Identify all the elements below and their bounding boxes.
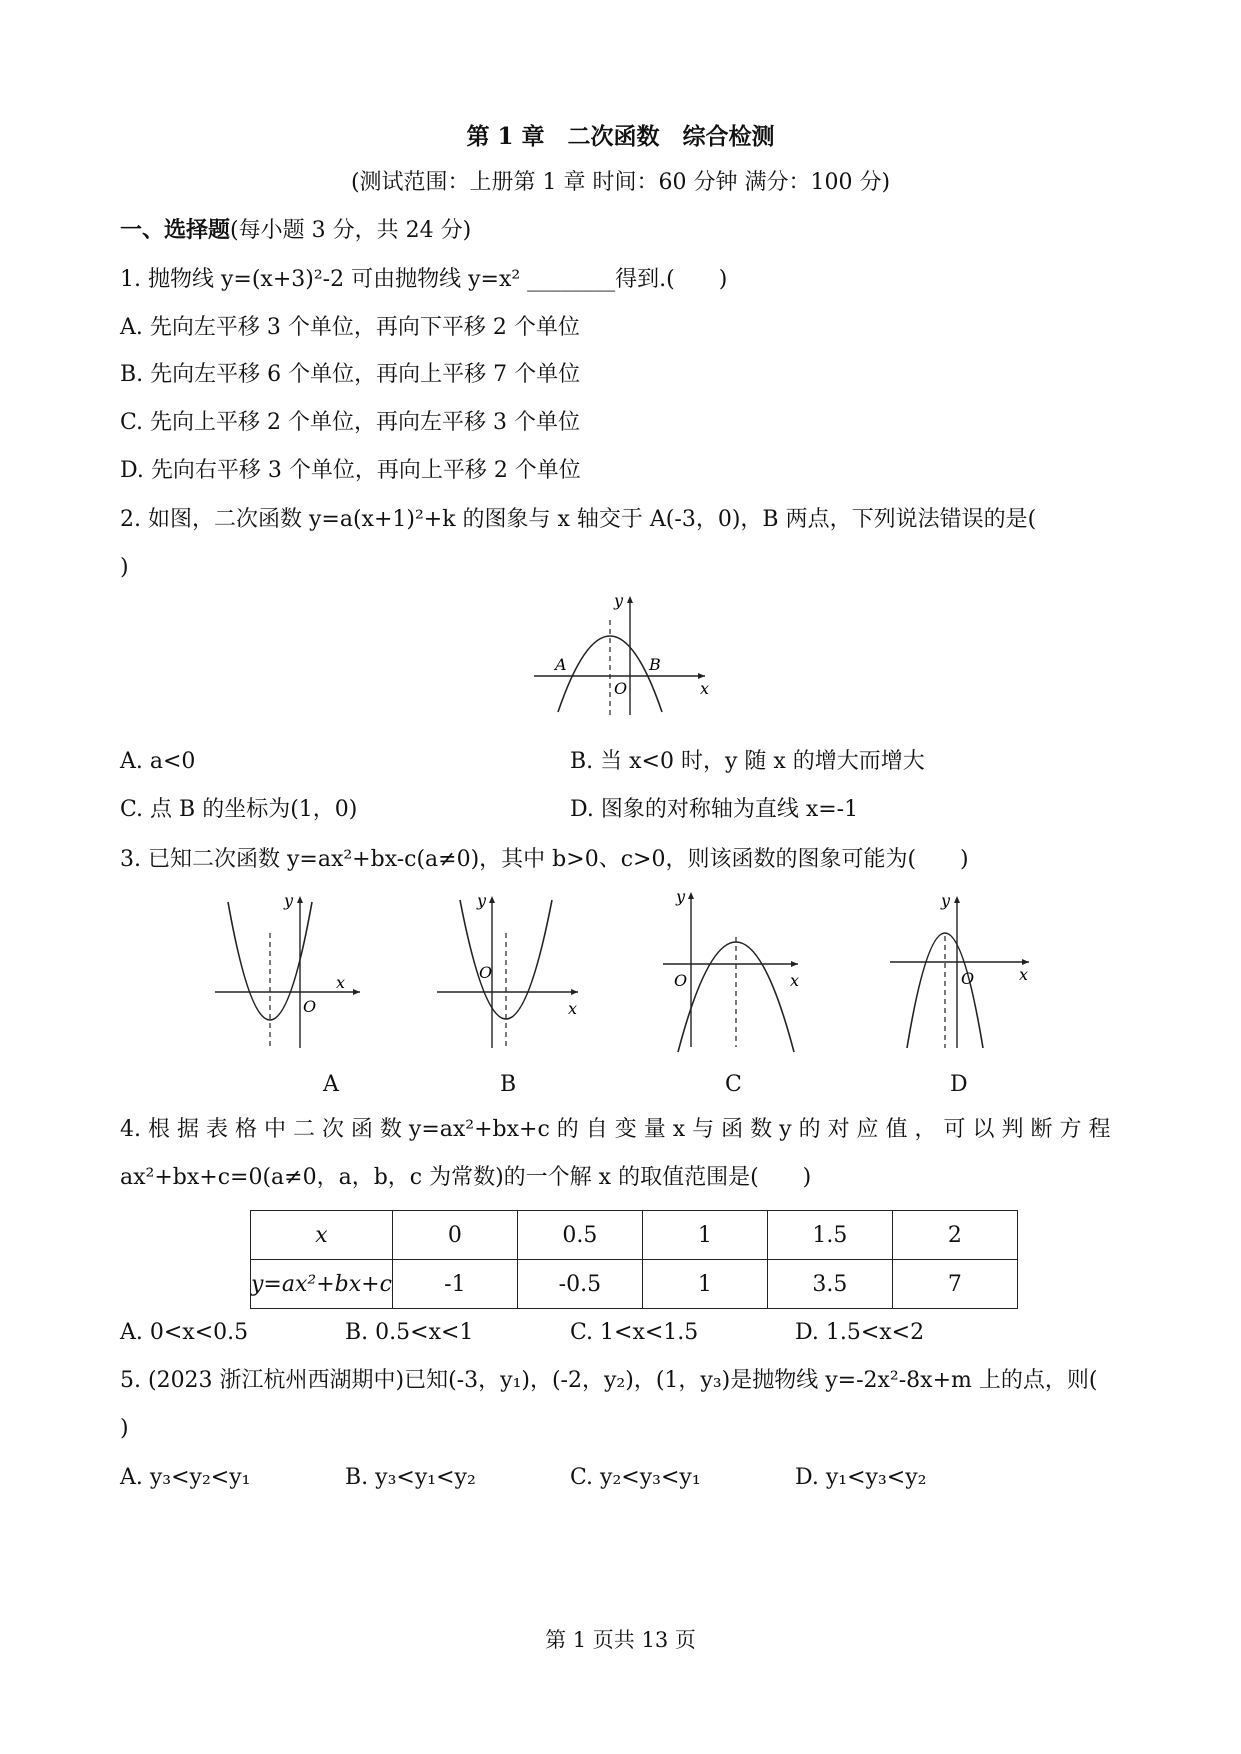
q5-option-b: B. y₃<y₁<y₂: [345, 1465, 476, 1490]
graph-d-origin-label: O: [961, 969, 975, 988]
table-cell: 0.5: [517, 1211, 642, 1260]
graph-a-x-label: x: [336, 973, 346, 992]
q1-option-d: D. 先向右平移 3 个单位，再向上平移 2 个单位: [120, 458, 581, 483]
q2-x-label: x: [700, 679, 710, 698]
table-cell: 0: [392, 1211, 517, 1260]
graph-c-x-label: x: [790, 971, 800, 990]
q3-graph-c: [658, 882, 818, 1057]
q4-option-b: B. 0.5<x<1: [345, 1320, 474, 1345]
graph-c-y-label: y: [676, 887, 686, 906]
q2-option-a: A. a<0: [120, 749, 196, 774]
q4-option-c: C. 1<x<1.5: [570, 1320, 699, 1345]
page-footer: 第 1 页共 13 页: [545, 1628, 696, 1652]
q1-option-a: A. 先向左平移 3 个单位，再向下平移 2 个单位: [120, 315, 580, 340]
graph-d-x-label: x: [1019, 965, 1029, 984]
section-heading: [120, 215, 471, 246]
q1-stem: 1. 抛物线 y=(x+3)²-2 可由抛物线 y=x² ________得到.( ): [120, 267, 728, 292]
table-cell: -1: [392, 1260, 517, 1309]
q3-graph-a: [210, 888, 360, 1058]
graph-a-y-label: y: [284, 891, 294, 910]
q5-option-a: A. y₃<y₂<y₁: [120, 1465, 251, 1490]
q4-stem-cont: ax²+bx+c=0(a≠0，a，b，c 为常数)的一个解 x 的取值范围是( ): [120, 1165, 812, 1190]
page-subtitle: (测试范围：上册第 1 章 时间：60 分钟 满分：100 分): [350, 170, 891, 195]
table-cell: 7: [892, 1260, 1017, 1309]
graph-b-y-label: y: [477, 891, 487, 910]
q2-point-a-label: A: [555, 655, 567, 674]
q2-stem-cont: ): [120, 555, 129, 580]
q2-point-b-label: B: [649, 655, 661, 674]
q4-option-d: D. 1.5<x<2: [795, 1320, 925, 1345]
q4-table: [250, 1210, 1018, 1309]
graph-b-x-label: x: [568, 999, 578, 1018]
table-cell: 3.5: [767, 1260, 892, 1309]
graph-c-origin-label: O: [674, 971, 688, 990]
table-cell: 1.5: [767, 1211, 892, 1260]
q2-option-d: D. 图象的对称轴为直线 x=-1: [570, 797, 859, 822]
q4-stem: 4. 根 据 表 格 中 二 次 函 数 y=ax²+bx+c 的 自 变 量 x 与 函 数 y 的 对 应 值 ， 可 以 判 断 方 程: [120, 1117, 1111, 1142]
table-header-y: y=ax²+bx+c: [251, 1260, 393, 1309]
q3-stem: 3. 已知二次函数 y=ax²+bx-c(a≠0)，其中 b>0、c>0，则该函数的图象可能为( ): [120, 847, 969, 872]
q3-label-b: B: [500, 1072, 517, 1097]
graph-a-origin-label: O: [303, 997, 317, 1016]
q3-graph-d: [885, 888, 1035, 1058]
q5-stem: 5. (2023 浙江杭州西湖期中)已知(-3，y₁)，(-2，y₂)，(1，y₃)是抛物线 y=-2x²-8x+m 上的点，则(: [120, 1368, 1098, 1393]
q1-option-c: C. 先向上平移 2 个单位，再向左平移 3 个单位: [120, 410, 581, 435]
q2-option-b: B. 当 x<0 时，y 随 x 的增大而增大: [570, 749, 925, 774]
graph-b-origin-label: O: [479, 963, 493, 982]
graph-d-y-label: y: [941, 891, 951, 910]
section-title: 一、选择题: [120, 217, 231, 243]
q5-option-c: C. y₂<y₃<y₁: [570, 1465, 701, 1490]
q3-label-c: C: [725, 1072, 742, 1097]
q4-option-a: A. 0<x<0.5: [120, 1320, 249, 1345]
q3-label-d: D: [950, 1072, 968, 1097]
page-title: 第 1 章 二次函数 综合检测: [466, 123, 775, 150]
q2-y-label: y: [614, 591, 624, 610]
q5-stem-cont: ): [120, 1416, 129, 1441]
table-row: [251, 1260, 1018, 1309]
q1-option-b: B. 先向左平移 6 个单位，再向上平移 7 个单位: [120, 362, 581, 387]
table-cell: -0.5: [517, 1260, 642, 1309]
q2-option-c: C. 点 B 的坐标为(1，0): [120, 797, 358, 822]
table-cell: 2: [892, 1211, 1017, 1260]
q2-figure: [530, 590, 720, 720]
q5-option-d: D. y₁<y₃<y₂: [795, 1465, 927, 1490]
q2-origin-label: O: [614, 679, 628, 698]
table-header-x: x: [251, 1211, 393, 1260]
table-row: [251, 1211, 1018, 1260]
table-cell: 1: [642, 1211, 767, 1260]
section-note: (每小题 3 分，共 24 分): [230, 218, 472, 243]
table-cell: 1: [642, 1260, 767, 1309]
q2-stem: 2. 如图，二次函数 y=a(x+1)²+k 的图象与 x 轴交于 A(-3，0)，B 两点，下列说法错误的是(: [120, 507, 1037, 532]
q3-label-a: A: [323, 1072, 339, 1097]
q3-graph-b: [432, 888, 582, 1058]
